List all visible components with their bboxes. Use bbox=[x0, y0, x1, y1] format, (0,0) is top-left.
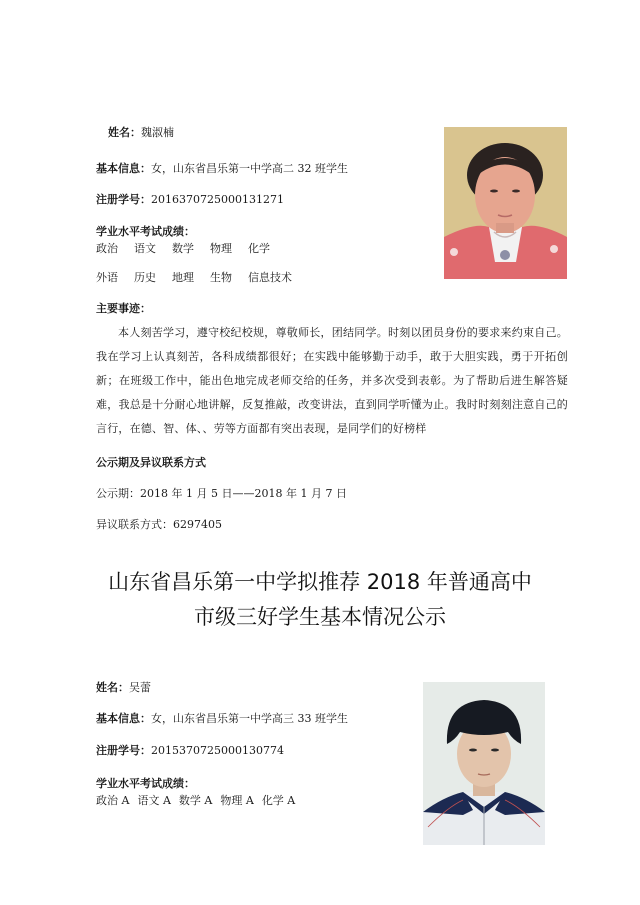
student1-photo bbox=[444, 127, 567, 279]
objection-contact: 异议联系方式：6297405 bbox=[96, 518, 222, 531]
subject-grade: 化学 A bbox=[261, 794, 296, 807]
subject: 地理 bbox=[172, 271, 194, 284]
page-title-line-1: 山东省昌乐第一中学拟推荐 2018 年普通高中 bbox=[108, 570, 532, 594]
subject-grade: 语文 A bbox=[137, 794, 171, 807]
reg-number: 2016370725000131271 bbox=[151, 193, 284, 206]
reg-number: 2015370725000130774 bbox=[151, 744, 284, 757]
student-info: 女，山东省昌乐第一中学高三 33 班学生 bbox=[151, 712, 348, 725]
subjects-row-2 bbox=[96, 271, 308, 285]
reg-label: 注册学号： bbox=[96, 193, 151, 206]
student-name: 魏淑楠 bbox=[141, 126, 174, 139]
subject: 历史 bbox=[134, 271, 156, 284]
deeds-label: 主要事迹： bbox=[96, 302, 151, 315]
student2-reg-row bbox=[96, 744, 284, 758]
subjects-row-1 bbox=[96, 794, 303, 808]
subject: 化学 bbox=[248, 242, 270, 255]
subject: 信息技术 bbox=[248, 271, 292, 284]
subject-grade: 物理 A bbox=[220, 794, 254, 807]
publicity-heading: 公示期及异议联系方式 bbox=[96, 456, 206, 469]
subject-grade: 数学 A bbox=[178, 794, 213, 807]
portrait-image bbox=[423, 682, 545, 845]
info-label: 基本信息： bbox=[96, 712, 151, 725]
student2-info-row bbox=[96, 712, 348, 726]
subject-grade: 政治 A bbox=[96, 794, 130, 807]
name-label: 姓名： bbox=[96, 681, 129, 694]
subject: 生物 bbox=[210, 271, 232, 284]
student-name: 吴蕾 bbox=[129, 681, 151, 694]
publicity-period: 公示期：2018 年 1 月 5 日——2018 年 1 月 7 日 bbox=[96, 487, 347, 500]
student2-photo bbox=[423, 682, 545, 845]
subject: 外语 bbox=[96, 271, 118, 284]
portrait-image bbox=[444, 127, 567, 279]
student1-info-row bbox=[96, 162, 348, 176]
subject: 物理 bbox=[210, 242, 232, 255]
scores-label: 学业水平考试成绩： bbox=[96, 225, 195, 238]
info-label: 基本信息： bbox=[96, 162, 151, 175]
page-title-line-2: 市级三好学生基本情况公示 bbox=[194, 605, 446, 629]
student1-name-row bbox=[108, 126, 174, 140]
scores-label: 学业水平考试成绩： bbox=[96, 777, 195, 790]
deeds-paragraph: 本人刻苦学习，遵守校纪校规，尊敬师长，团结同学。时刻以团员身份的要求来约束自己。我在学习上认真刻苦，各科成绩都很好；在实践中能够勤于动手，敢于大胆实践，勇于开拓创新；在班级工作中，能出色地完成老师交给的任务，并多次受到表彰。为了帮助后进生解答疑难，我总是十分耐心地讲解，反复推敲，改变讲法，直到同学听懂为止。我时时刻刻注意自己的言行，在德、智、体、、劳等方面都有突出表现，是同学们的好榜样 bbox=[96, 326, 568, 435]
subject: 政治 bbox=[96, 242, 118, 255]
student-info: 女，山东省昌乐第一中学高二 32 班学生 bbox=[151, 162, 348, 175]
reg-label: 注册学号： bbox=[96, 744, 151, 757]
name-label: 姓名： bbox=[108, 126, 141, 139]
student1-reg-row bbox=[96, 193, 284, 207]
student2-name-row bbox=[96, 681, 151, 695]
subjects-row-1 bbox=[96, 242, 286, 256]
subject: 数学 bbox=[172, 242, 194, 255]
subject: 语文 bbox=[134, 242, 156, 255]
